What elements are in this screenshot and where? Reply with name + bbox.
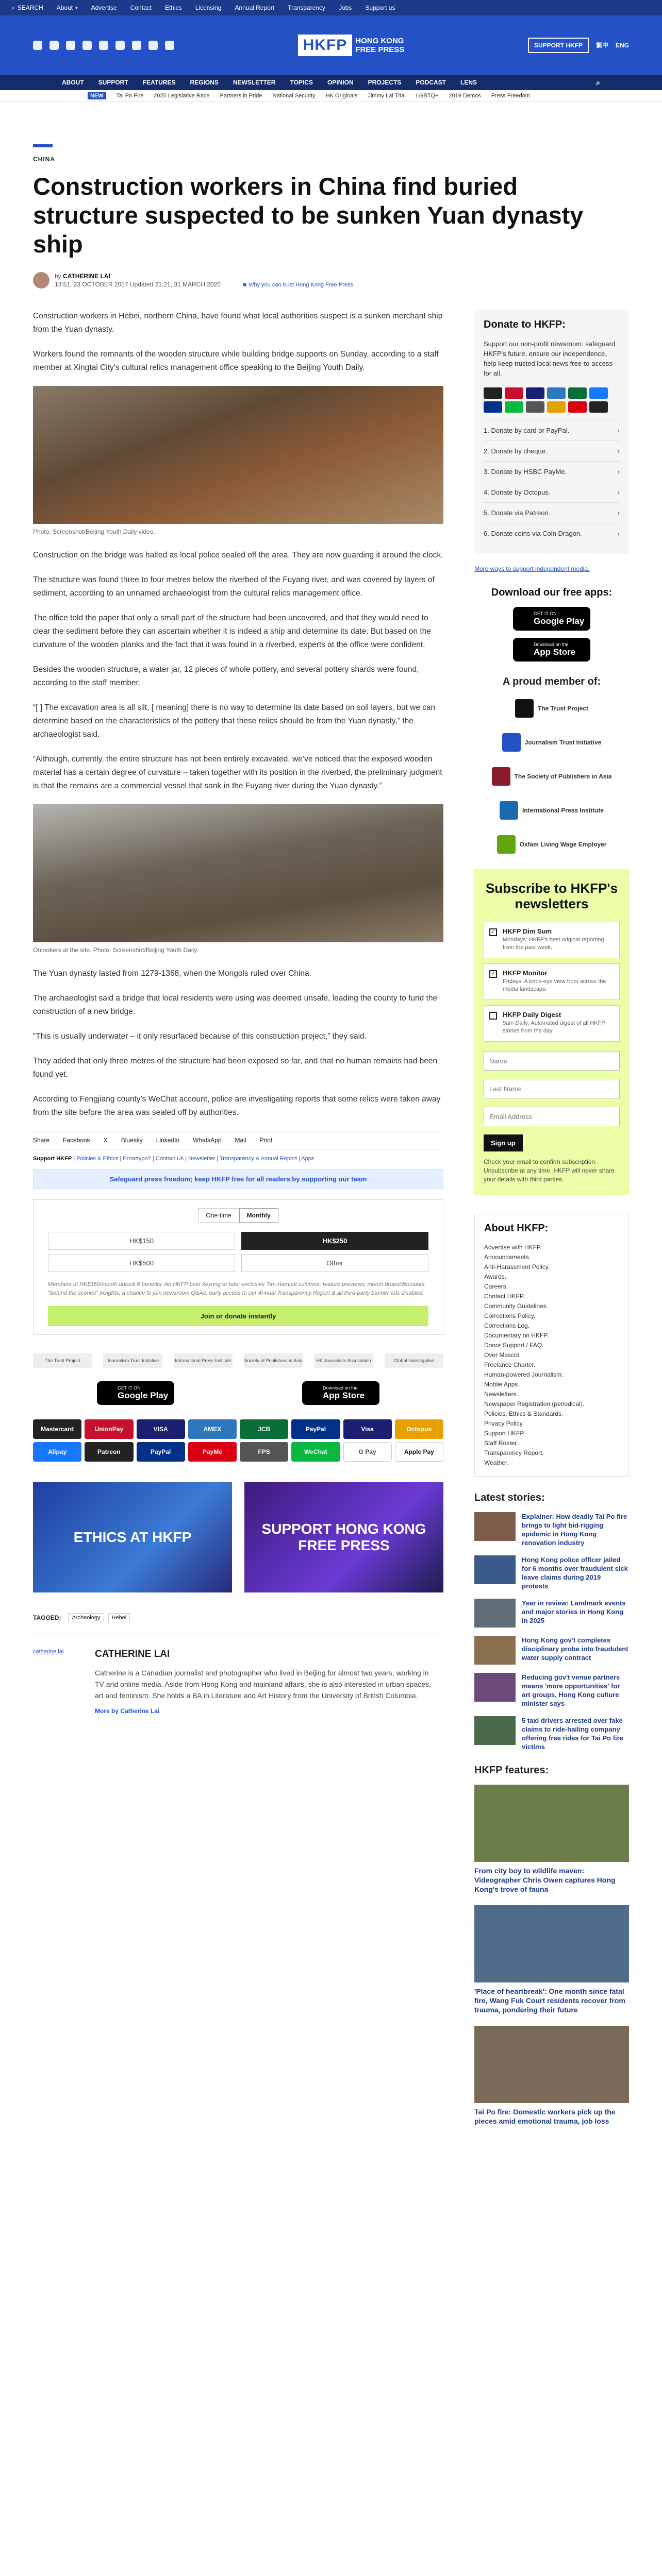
share-link[interactable]: Share: [33, 1137, 50, 1144]
unionpay-icon: [505, 387, 523, 399]
sidebar-google-play[interactable]: [513, 607, 590, 631]
member-label: The Society of Publishers in Asia: [514, 773, 612, 780]
latest-list: [474, 1512, 629, 1751]
bluesky-icon[interactable]: [99, 41, 108, 50]
support-links-lead: Support HKFP: [33, 1156, 72, 1162]
name-field[interactable]: [484, 1051, 620, 1071]
apple-pay-icon[interactable]: Apple Pay: [395, 1442, 443, 1462]
amount-option[interactable]: HK$500: [48, 1254, 235, 1272]
utility-jobs[interactable]: Jobs: [339, 4, 352, 11]
feature-story[interactable]: [474, 2026, 629, 2126]
badge[interactable]: Society of Publishers in Asia: [244, 1353, 303, 1368]
newsletter-title: HKFP Dim Sum: [503, 927, 552, 935]
about-link[interactable]: Weather.: [484, 1459, 509, 1466]
utility-transparency[interactable]: Transparency: [288, 4, 326, 11]
trending-bar: [0, 90, 662, 101]
join-donate-button[interactable]: Join or donate instantly: [48, 1306, 428, 1326]
why-trust-label: Why you can trust Hong Kong Free Press: [248, 282, 353, 288]
latest-story[interactable]: [474, 1716, 629, 1751]
author-box: [33, 1649, 443, 1715]
about-link[interactable]: Freelance Charter.: [484, 1361, 536, 1368]
utility-search-label: SEARCH: [17, 4, 43, 11]
nav-topics[interactable]: TOPICS: [290, 79, 313, 86]
about-link[interactable]: Corrections Log.: [484, 1322, 530, 1329]
logo-line2: FREE PRESS: [355, 45, 405, 54]
mastercard-icon: [484, 387, 502, 399]
payme-icon[interactable]: PayMe: [188, 1442, 237, 1462]
instagram-icon[interactable]: [66, 41, 75, 50]
member-heading: A proud member of:: [502, 676, 601, 687]
sidebar: [474, 310, 629, 2137]
about-box: [474, 1214, 629, 1477]
feature-title[interactable]: Tai Po fire: Domestic workers pick up the pieces amid emotional trauma, job loss: [474, 2108, 616, 2125]
signup-button[interactable]: Sign up: [484, 1134, 523, 1151]
donate-option-label: 4. Donate by Octopus.: [484, 488, 551, 496]
nav-about[interactable]: ABOUT: [62, 79, 84, 86]
amount-option[interactable]: HK$150: [48, 1232, 235, 1250]
tag[interactable]: Archeology: [68, 1613, 104, 1622]
new-badge: NEW: [88, 92, 106, 99]
app-store-links: [33, 1381, 443, 1405]
story-thumbnail[interactable]: [474, 1599, 516, 1628]
nav-lens[interactable]: LENS: [460, 79, 477, 86]
patreon-icon: [589, 401, 608, 413]
share-x[interactable]: X: [103, 1137, 108, 1144]
logo-text: [355, 37, 404, 54]
badge[interactable]: HK Journalists Association: [314, 1353, 373, 1368]
badge[interactable]: Global Investigative: [385, 1353, 443, 1368]
member-org[interactable]: [474, 835, 629, 854]
member-label: Journalism Trust Initiative: [524, 739, 602, 746]
byline: [33, 272, 629, 289]
alipay-icon: [589, 387, 608, 399]
trending-item[interactable]: Partners in Pride: [220, 92, 262, 99]
byline-dates: 13:51, 23 OCTOBER 2017 Updated 21:21, 31 MARCH 2020: [55, 281, 221, 288]
page-wrap: [33, 144, 629, 2137]
more-by-author-link[interactable]: More by Catherine Lai: [95, 1707, 160, 1715]
sidebar-app-store[interactable]: [513, 638, 590, 662]
member-label: Oxfam Living Wage Employer: [519, 841, 607, 848]
share-whatsapp[interactable]: WhatsApp: [193, 1137, 222, 1144]
photo-caption: Onlookers at the site. Photo: Screenshot/Beijing Youth Daily.: [33, 946, 198, 954]
author-photo[interactable]: catherine lai: [33, 1649, 64, 1655]
member-benefits-note: Members of HK$150/month unlock 6 benefits: An HKFP beer keyring or tote; exclusive Tim Hamlett columns; feature previews; merch drops/discounts; "behind the scenes" insights; a chance to join newsroom Q&As; early access to our Annual Transparency Report & all third-party banner ads disabled.: [48, 1281, 426, 1296]
category-rule: [33, 144, 53, 147]
member-org[interactable]: [474, 767, 629, 786]
visa-icon[interactable]: Visa: [343, 1419, 392, 1439]
photo-caption: Photo: Screenshot/Beijing Youth Daily video.: [33, 528, 155, 535]
mastercard-icon[interactable]: Mastercard: [33, 1419, 81, 1439]
about-link[interactable]: Over Mascot.: [484, 1351, 521, 1359]
member-org[interactable]: [474, 733, 629, 752]
frequency-toggle: [48, 1208, 428, 1223]
paragraph: Construction on the bridge was halted as local police sealed off the area. They are now guarding it around the clock.: [33, 551, 443, 560]
article-body: [33, 310, 443, 2137]
octopus-icon[interactable]: Octopus: [395, 1419, 443, 1439]
gp-label: Google Play: [118, 1391, 169, 1400]
email-field[interactable]: [484, 1107, 620, 1126]
chevron-right-icon: ›: [617, 530, 620, 537]
about-link[interactable]: Corrections Policy.: [484, 1312, 536, 1319]
feature-story[interactable]: [474, 1905, 629, 2014]
donate-option[interactable]: [484, 420, 620, 440]
donate-option[interactable]: [484, 523, 620, 544]
site-logo[interactable]: [298, 35, 405, 56]
member-org[interactable]: [474, 801, 629, 820]
newsletter-heading: Subscribe to HKFP's newsletters: [485, 880, 618, 911]
trending-item[interactable]: LGBTQ+: [416, 92, 439, 99]
payment-methods: [33, 1419, 443, 1462]
about-link[interactable]: Support HKFP.: [484, 1430, 525, 1437]
ethics-promo[interactable]: ETHICS AT HKFP: [33, 1482, 232, 1592]
newsletter-option[interactable]: [484, 963, 620, 1000]
alipay-icon[interactable]: Alipay: [33, 1442, 81, 1462]
about-link[interactable]: Mobile Apps.: [484, 1381, 520, 1388]
trending-item[interactable]: HK Originals: [325, 92, 358, 99]
email-icon[interactable]: [132, 41, 141, 50]
amex-icon: [547, 387, 566, 399]
paragraph: Construction workers in Hebei, northern China, have found what local authorities suspect is a sunken merchant ship from the Yuan dynasty.: [33, 312, 443, 334]
sidebar-payment-icons: [484, 387, 620, 413]
latest-story[interactable]: [474, 1555, 629, 1590]
nav-projects[interactable]: PROJECTS: [368, 79, 402, 86]
story-title[interactable]: Reducing gov't venue partners means 'more opportunities' for art groups, Hong Kong culture minister says: [522, 1673, 620, 1707]
site-header: [0, 15, 662, 75]
tags-label: TAGGED:: [33, 1614, 61, 1621]
utility-bar: [0, 0, 662, 15]
payme-icon: [568, 401, 587, 413]
newsletter-option[interactable]: [484, 922, 620, 958]
jti-icon: [502, 733, 521, 752]
quote-paragraph: “[ ] The excavation area is all silt, [ meaning] there is no way to determine its date based on soil layers, but we can determine based on the characteristics of the pottery that these relics should be from the Yuan dynasty,” the archaeologist said.: [33, 703, 436, 739]
newsletter-signup: [474, 869, 629, 1195]
chevron-down-icon: ▾: [75, 5, 78, 10]
byline-author[interactable]: CATHERINE LAI: [63, 273, 110, 280]
chevron-right-icon: ›: [617, 468, 620, 476]
author-info: [95, 1649, 435, 1715]
utility-contact[interactable]: Contact: [130, 4, 152, 11]
utility-annual-report[interactable]: Annual Report: [235, 4, 275, 11]
about-link[interactable]: Announcements.: [484, 1253, 531, 1261]
trending-item[interactable]: Press Freedom: [491, 92, 530, 99]
byline-by: by: [55, 273, 61, 280]
story-title[interactable]: Hong Kong gov't completes disciplinary probe into fraudulent water supply contract: [522, 1636, 628, 1662]
jcb-icon: [568, 387, 587, 399]
promo-banners: [33, 1482, 443, 1592]
as-label: App Store: [323, 1391, 365, 1400]
social-links: [33, 41, 174, 50]
trending-item[interactable]: National Security: [272, 92, 316, 99]
about-list: [484, 1243, 619, 1468]
story-thumbnail[interactable]: [474, 1673, 516, 1702]
paypal-icon: [484, 401, 502, 413]
quote-paragraph: “Although, currently, the entire structure has not been entirely excavated, we’ve noticed that the exposed wooden material has a certain degree of curvature – taken together with its position in the riverbed, the preliminary judgment is that the remains are a commercial vessel that sank in the Fuyang river during the Yuan dynasty.”: [33, 755, 442, 790]
latest-story[interactable]: [474, 1673, 629, 1708]
whatsapp-icon[interactable]: [148, 41, 158, 50]
paragraph: According to Fengjiang county’s WeChat account, police are investigating reports that some relics were taken away from the site before the area was sealed off by authorities.: [33, 1095, 441, 1117]
donate-option[interactable]: [484, 440, 620, 461]
amex-icon[interactable]: AMEX: [188, 1419, 237, 1439]
octopus-icon: [547, 401, 566, 413]
utility-ethics[interactable]: Ethics: [165, 4, 182, 11]
tags-row: [33, 1613, 443, 1633]
utility-about[interactable]: [57, 4, 78, 11]
donate-widget: [33, 1199, 443, 1335]
latest-story[interactable]: [474, 1599, 629, 1628]
utility-about-label: About: [56, 4, 73, 11]
utility-support[interactable]: Support us: [365, 4, 395, 11]
about-heading: About HKFP:: [484, 1223, 549, 1234]
badge[interactable]: Journalism Trust Initiative: [103, 1353, 162, 1368]
paypal-icon[interactable]: PayPal: [291, 1419, 340, 1439]
about-link[interactable]: Donor Support / FAQ.: [484, 1342, 544, 1349]
fps-icon[interactable]: FPS: [240, 1442, 288, 1462]
share-facebook[interactable]: Facebook: [63, 1137, 90, 1144]
donate-option[interactable]: [484, 461, 620, 482]
header-actions: [528, 38, 629, 53]
article-category[interactable]: CHINA: [33, 156, 55, 163]
main-nav: [0, 75, 662, 90]
story-thumbnail[interactable]: [474, 1555, 516, 1584]
newsletter-title: HKFP Monitor: [503, 969, 548, 977]
member-label: The Trust Project: [537, 705, 589, 712]
nav-features[interactable]: FEATURES: [142, 79, 176, 86]
utility-advertise[interactable]: Advertise: [91, 4, 117, 11]
latest-story[interactable]: [474, 1636, 629, 1665]
more-ways-link[interactable]: More ways to support independent media.: [474, 565, 590, 572]
paragraph: The archaeologist said a bridge that local residents were using was deemed unsafe, leading the county to fund the construction of a new bridge.: [33, 994, 438, 1016]
member-badges: [33, 1353, 443, 1368]
freq-one-time[interactable]: One-time: [198, 1208, 239, 1223]
nav-support[interactable]: SUPPORT: [98, 79, 128, 86]
visa-icon[interactable]: VISA: [137, 1419, 185, 1439]
amount-options: [48, 1232, 428, 1272]
newsletter-desc: Fridays: A birds-eye view from across the media landscape.: [503, 978, 606, 992]
sidebar-donate: [474, 310, 629, 554]
share-linkedin[interactable]: LinkedIn: [156, 1137, 180, 1144]
byline-text: [55, 272, 353, 289]
article-photo: [33, 804, 443, 942]
features-list: [474, 1785, 629, 2126]
about-link[interactable]: Privacy Policy.: [484, 1420, 524, 1427]
chevron-right-icon: ›: [617, 509, 620, 517]
about-link[interactable]: Careers.: [484, 1283, 508, 1290]
member-label: International Press Institute: [522, 807, 604, 814]
youtube-icon[interactable]: [115, 41, 125, 50]
support-promo[interactable]: SUPPORT HONG KONG FREE PRESS: [244, 1482, 443, 1592]
donate-option-label: 3. Donate by HSBC PayMe.: [484, 468, 567, 476]
story-title[interactable]: Explainer: How deadly Tai Po fire brings to light bid-rigging epidemic in Hong Kong renovation industry: [522, 1513, 627, 1547]
about-link[interactable]: Documentary on HKFP.: [484, 1332, 549, 1339]
paragraph: The office told the paper that only a small part of the structure had been uncovered, and that they would need to clear the sediment before they can ascertain whether it is indeed a ship and determine its date. But based on the curvature of the wooden planks and the fact that it was found in a riverbed, experts at the office were confident.: [33, 614, 432, 649]
story-title[interactable]: 5 taxi drivers arrested over fake claims to ride-hailing company offering free rides for Tai Po fire victims: [522, 1717, 623, 1751]
about-link[interactable]: Newsletters.: [484, 1391, 519, 1398]
logo-line1: HONG KONG: [355, 36, 404, 45]
logo-mark: HKFP: [298, 35, 353, 56]
unionpay-icon[interactable]: UnionPay: [85, 1419, 133, 1439]
search-icon[interactable]: ⌕: [596, 78, 600, 87]
donate-option[interactable]: [484, 482, 620, 502]
wechat-pay-icon: [505, 401, 523, 413]
visa-icon: [526, 387, 544, 399]
paragraph: They added that only three metres of the structure had been exposed so far, and that no human remains had been found yet.: [33, 1057, 438, 1079]
shield-icon: ■: [243, 282, 246, 288]
paragraph: The Yuan dynasty lasted from 1279-1368, when the Mongols ruled over China.: [33, 969, 311, 978]
nav-opinion[interactable]: OPINION: [327, 79, 354, 86]
nav-regions[interactable]: REGIONS: [190, 79, 219, 86]
lang-en-link[interactable]: ENG: [615, 41, 629, 49]
features-heading: HKFP features:: [474, 1765, 549, 1776]
paragraph: “This is usually underwater – it only resurfaced because of this construction project,” they said.: [33, 1032, 367, 1041]
app-store-button[interactable]: [302, 1381, 379, 1405]
chevron-right-icon: ›: [617, 488, 620, 496]
support-links-items: Policies & Ethics | Error/typo? | Contact Us | Newsletter | Transparency & Annual Report | Apps: [76, 1156, 315, 1162]
article-photo: [33, 386, 443, 524]
feature-title[interactable]: 'Place of heartbreak': One month since fatal fire, Wang Fuk Court residents recover from trauma, pondering their future: [474, 1987, 625, 2014]
as-top: Download on the: [534, 642, 569, 647]
as-top: Download on the: [323, 1385, 358, 1391]
author-name[interactable]: CATHERINE LAI: [95, 1649, 170, 1659]
about-link[interactable]: Awards.: [484, 1273, 507, 1280]
share-bar: [33, 1131, 443, 1149]
google-play-button[interactable]: [97, 1381, 174, 1405]
about-link[interactable]: Anti-Harassment Policy.: [484, 1263, 550, 1270]
paragraph: Besides the wooden structure, a water jar, 12 pieces of whole pottery, and several pottery shards were found, according to the staff member.: [33, 665, 419, 687]
gp-top: GET IT ON: [534, 611, 557, 616]
oxfam-icon: [497, 835, 516, 854]
telegram-icon[interactable]: [165, 41, 174, 50]
about-link[interactable]: Advertise with HKFP.: [484, 1244, 542, 1251]
trust-project-icon: [515, 699, 534, 718]
donate-option-label: 2. Donate by cheque.: [484, 447, 548, 455]
donate-option-label: 1. Donate by card or PayPal.: [484, 427, 570, 434]
amount-option-selected[interactable]: HK$250: [241, 1232, 428, 1250]
story-title[interactable]: Hong Kong police officer jailed for 6 months over fraudulent sick leave claims during 2019 protests: [522, 1556, 628, 1590]
latest-story[interactable]: [474, 1512, 629, 1547]
freq-monthly[interactable]: Monthly: [239, 1208, 278, 1223]
trending-item[interactable]: 2019 Demos: [449, 92, 481, 99]
jcb-icon[interactable]: JCB: [240, 1419, 288, 1439]
feature-story[interactable]: [474, 1785, 629, 1894]
donate-option-label: 5. Donate via Patreon.: [484, 509, 551, 517]
author-bio: Catherine is a Canadian journalist and photographer who lived in Beijing for almost two years, working in TV and online media. Aside from Hong Kong and mainland affairs, she is also interested in urban spaces, art and feminism. She holds a BA in Literature and Art History from the University of British Columbia.: [95, 1669, 431, 1700]
about-link[interactable]: Transparency Report.: [484, 1449, 544, 1456]
latest-heading: Latest stories:: [474, 1492, 545, 1503]
lang-zh-link[interactable]: 繁中: [595, 42, 608, 49]
trending-item[interactable]: Jimmy Lai Trial: [368, 92, 406, 99]
ipi-icon: [500, 801, 518, 820]
paypal-icon[interactable]: PayPal: [137, 1442, 185, 1462]
badge[interactable]: International Press Institute: [174, 1353, 233, 1368]
story-title[interactable]: Year in review: Landmark events and major stories in Hong Kong in 2025: [522, 1599, 626, 1624]
google-pay-icon[interactable]: G Pay: [343, 1442, 392, 1462]
paragraph: The structure was found three to four metres below the riverbed of the Fuyang river, and was covered by layers of sediment, according to an unnamed archaeologist from the cultural relics management office.: [33, 575, 435, 598]
feature-title[interactable]: From city boy to wildlife maven: Videographer Chris Owen captures Hong Kong's trove of fauna: [474, 1867, 616, 1893]
amount-option[interactable]: Other: [241, 1254, 428, 1272]
about-link[interactable]: Contact HKFP.: [484, 1293, 525, 1300]
share-print[interactable]: Print: [259, 1137, 273, 1144]
checkbox-checked-icon[interactable]: ✓: [489, 928, 497, 936]
wechat-pay-icon[interactable]: WeChat: [291, 1442, 340, 1462]
chevron-right-icon: ›: [617, 427, 620, 434]
support-links[interactable]: Support HKFP | Policies & Ethics | Error/typo? | Contact Us | Newsletter | Transparency & Annual Report | Apps: [33, 1156, 315, 1162]
newsletter-desc: Mondays: HKFP's best original reporting from the past week.: [503, 937, 604, 951]
share-bluesky[interactable]: Bluesky: [121, 1137, 143, 1144]
donate-option[interactable]: [484, 502, 620, 523]
badge[interactable]: The Trust Project: [33, 1353, 92, 1368]
donate-option-label: 6. Donate coins via Coin Dragon.: [484, 530, 582, 537]
chevron-right-icon: ›: [617, 447, 620, 455]
newsletter-desc: 9am Daily: Automated digest of all HKFP stories from the day.: [503, 1020, 605, 1034]
article-headline: Construction workers in China find buried structure suspected to be sunken Yuan dynasty ship: [33, 173, 584, 258]
about-link[interactable]: Staff Roster.: [484, 1439, 518, 1447]
last-name-field[interactable]: [484, 1079, 620, 1098]
x-icon[interactable]: [49, 41, 59, 50]
story-thumbnail[interactable]: [474, 1636, 516, 1665]
about-link[interactable]: Human-powered Journalism.: [484, 1371, 564, 1378]
nav-newsletter[interactable]: NEWSLETTER: [233, 79, 276, 86]
sidebar-donate-text: Support our non-profit newsroom: safeguard HKFP's future, ensure our independence, help keep trusted local news free-to-access for all.: [484, 340, 616, 377]
feature-image[interactable]: [474, 2026, 629, 2103]
safeguard-banner[interactable]: Safeguard press freedom; keep HKFP free for all readers by supporting our team: [33, 1169, 443, 1189]
about-link[interactable]: Policies, Ethics & Standards.: [484, 1410, 564, 1417]
trending-item[interactable]: 2025 Legislative Race: [154, 92, 210, 99]
about-link[interactable]: Newspaper Registration (periodical).: [484, 1400, 585, 1408]
newsletter-option[interactable]: [484, 1005, 620, 1042]
share-mail[interactable]: Mail: [235, 1137, 246, 1144]
nav-podcast[interactable]: PODCAST: [416, 79, 446, 86]
newsletter-title: HKFP Daily Digest: [503, 1011, 561, 1019]
feature-image[interactable]: [474, 1785, 629, 1862]
sopa-icon: [492, 767, 510, 786]
member-org[interactable]: [474, 699, 629, 718]
gp-label: Google Play: [534, 616, 585, 626]
story-thumbnail[interactable]: [474, 1716, 516, 1745]
utility-licensing[interactable]: Licensing: [195, 4, 222, 11]
apps-heading: Download our free apps:: [491, 587, 613, 598]
feature-image[interactable]: [474, 1905, 629, 1982]
support-hkfp-button[interactable]: SUPPORT HKFP: [528, 38, 589, 53]
tag[interactable]: Hebei: [108, 1613, 130, 1622]
threads-icon[interactable]: [82, 41, 92, 50]
trending-item[interactable]: Tai Po Fire: [116, 92, 144, 99]
gp-top: GET IT ON: [118, 1385, 141, 1391]
content-columns: [33, 310, 629, 2137]
why-trust-link[interactable]: [243, 281, 353, 289]
utility-search[interactable]: ⌕ SEARCH: [11, 4, 43, 11]
checkbox-icon[interactable]: [489, 1012, 497, 1020]
facebook-icon[interactable]: [33, 41, 42, 50]
about-link[interactable]: Community Guidelines.: [484, 1302, 549, 1310]
newsletter-note: Check your email to confirm subscription. Unsubscribe at any time. HKFP will never share your details with third parties.: [484, 1158, 615, 1183]
paragraph: Workers found the remnants of the wooden structure while building bridge supports on Sunday, according to a staff member at Xingtai City's cultural relics management office speaking to the Beijing Youth Daily.: [33, 350, 439, 372]
apple-pay-icon: [526, 401, 544, 413]
author-avatar[interactable]: [33, 272, 49, 289]
story-thumbnail[interactable]: [474, 1512, 516, 1541]
as-label: App Store: [534, 647, 576, 657]
patreon-icon[interactable]: Patreon: [85, 1442, 133, 1462]
sidebar-donate-heading: Donate to HKFP:: [484, 319, 566, 330]
checkbox-checked-icon[interactable]: ✓: [489, 970, 497, 978]
